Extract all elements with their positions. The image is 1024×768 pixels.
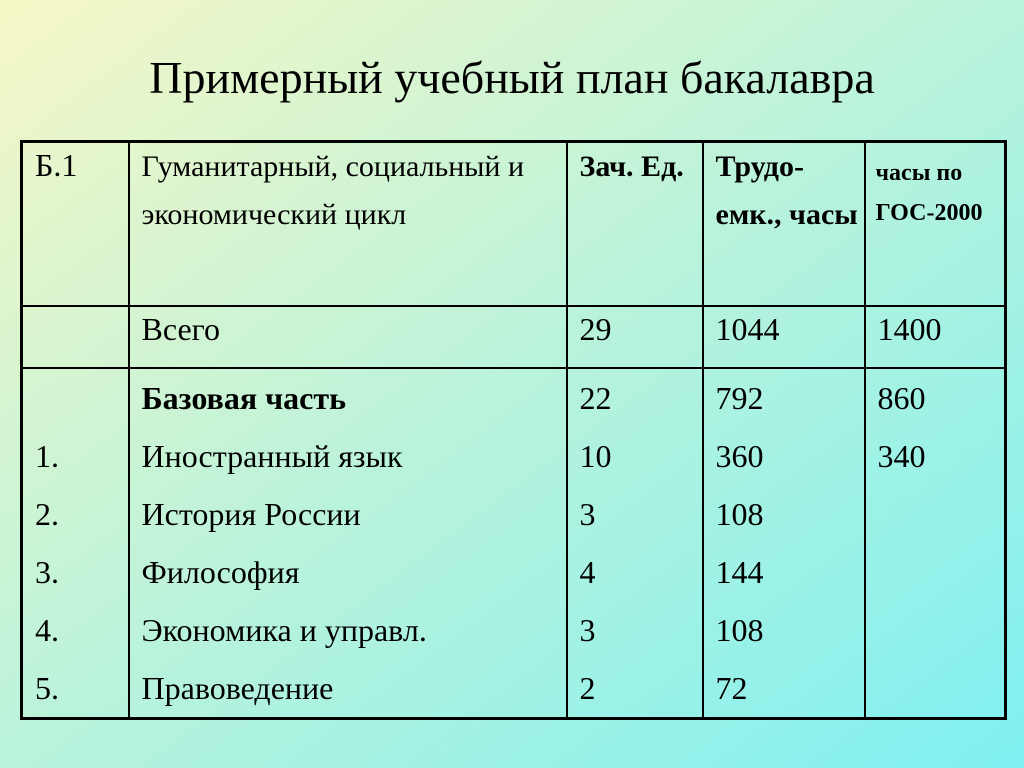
gos-hours-column <box>865 368 1006 719</box>
total-label: Всего <box>129 306 567 368</box>
subject-number: 5. <box>35 670 59 706</box>
base-part-labor: 792 <box>715 380 764 416</box>
subject-credits: 3 <box>579 612 596 648</box>
header-credits: Зач. Ед. <box>567 142 703 307</box>
subject-name: Иностранный язык <box>141 438 403 474</box>
total-labor: 1044 <box>703 306 865 368</box>
number-spacer <box>35 369 128 427</box>
total-code-cell <box>22 306 129 368</box>
subject-number: 2. <box>35 496 59 532</box>
subject-name: История России <box>141 496 361 532</box>
labor-column <box>703 368 865 719</box>
credits-column <box>567 368 703 719</box>
header-labor: Трудо-емк., часы <box>703 142 865 307</box>
total-row <box>22 306 1006 368</box>
table-header-row <box>22 142 1006 307</box>
subject-number: 1. <box>35 438 59 474</box>
subject-labor: 108 <box>715 612 764 648</box>
subject-name: Экономика и управл. <box>141 612 427 648</box>
total-gos-hours: 1400 <box>865 306 1006 368</box>
header-code: Б.1 <box>22 142 129 307</box>
subject-credits: 10 <box>579 438 612 474</box>
subject-labor: 144 <box>715 554 764 590</box>
subject-labor: 108 <box>715 496 764 532</box>
names-column <box>129 368 567 719</box>
base-part-gos-hours: 860 <box>877 380 926 416</box>
subject-credits: 3 <box>579 496 596 532</box>
curriculum-table <box>20 140 1007 720</box>
subject-credits: 4 <box>579 554 596 590</box>
subject-labor: 360 <box>715 438 764 474</box>
subject-labor: 72 <box>715 670 748 706</box>
header-cycle: Гуманитарный, социальный и экономический цикл <box>129 142 567 307</box>
subject-number: 3. <box>35 554 59 590</box>
subjects-row <box>22 368 1006 719</box>
slide-title: Примерный учебный план бакалавра <box>149 52 875 103</box>
numbers-column <box>22 368 129 719</box>
subject-name: Правоведение <box>141 670 334 706</box>
subject-number: 4. <box>35 612 59 648</box>
total-credits: 29 <box>567 306 703 368</box>
subject-credits: 2 <box>579 670 596 706</box>
subject-gos-hours: 340 <box>877 438 926 474</box>
header-gos-hours: часы по ГОС-2000 <box>865 142 1006 307</box>
base-part-label: Базовая часть <box>141 380 347 416</box>
base-part-credits: 22 <box>579 380 612 416</box>
subject-name: Философия <box>141 554 300 590</box>
